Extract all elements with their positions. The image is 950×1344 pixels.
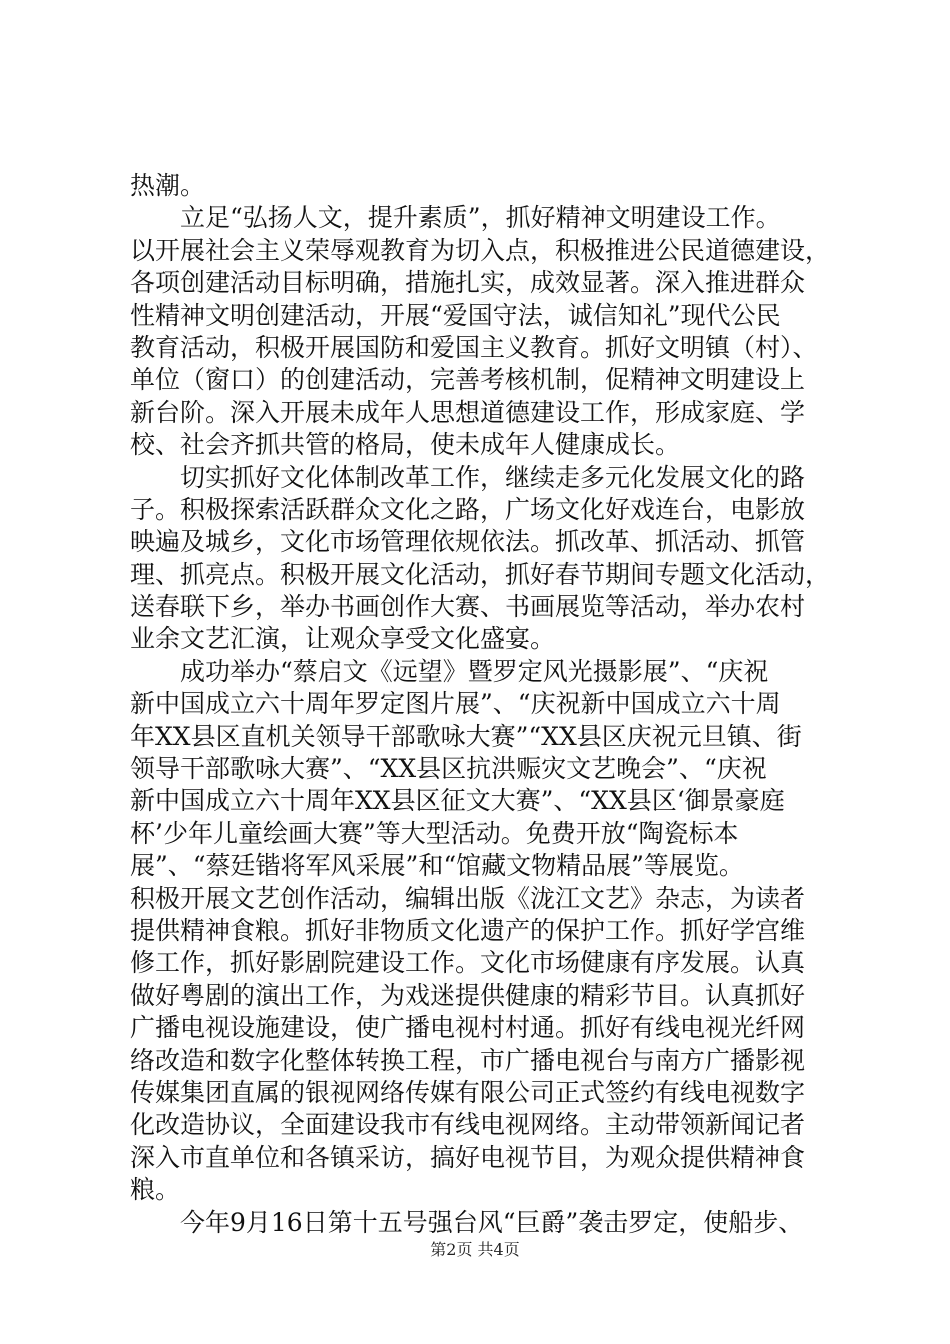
text-line: 化改造协议，全面建设我市有线电视网络。主动带领新闻记者 <box>130 1110 806 1140</box>
text-line: 粮。 <box>130 1175 181 1205</box>
text-line: 做好粤剧的演出工作，为戏迷提供健康的精彩节目。认真抓好 <box>130 980 806 1010</box>
body-text <box>130 170 830 1239</box>
page-footer: 第2页 共4页 <box>430 1240 520 1259</box>
text-line: 教育活动，积极开展国防和爱国主义教育。抓好文明镇（村）、 <box>130 332 818 362</box>
text-line: 立足“弘扬人文，提升素质”，抓好精神文明建设工作。 <box>180 203 781 233</box>
text-line: 新中国成立六十周年罗定图片展”、“庆祝新中国成立六十周 <box>130 689 781 719</box>
text-line: 杯’少年儿童绘画大赛”等大型活动。免费开放“陶瓷标本 <box>130 818 739 848</box>
text-line: 今年9月16日第十五号强台风“巨爵”袭击罗定，使船步、 <box>180 1207 804 1237</box>
text-line: 子。积极探索活跃群众文化之路，广场文化好戏连台，电影放 <box>130 494 806 524</box>
text-line: 络改造和数字化整体转换工程，市广播电视台与南方广播影视 <box>130 1045 806 1075</box>
text-line: 送春联下乡，举办书画创作大赛、书画展览等活动，举办农村 <box>130 592 806 622</box>
text-line: 提供精神食粮。抓好非物质文化遗产的保护工作。抓好学宫维 <box>130 915 806 945</box>
text-line: 积极开展文艺创作活动，编辑出版《泷江文艺》杂志，为读者 <box>130 883 806 913</box>
text-line: 成功举办“蔡启文《远望》暨罗定风光摄影展”、“庆祝 <box>180 656 769 686</box>
text-line: 年XX县区直机关领导干部歌咏大赛”“XX县区庆祝元旦镇、街 <box>130 721 802 751</box>
text-line: 修工作，抓好影剧院建设工作。文化市场健康有序发展。认真 <box>130 948 806 978</box>
text-line: 单位（窗口）的创建活动，完善考核机制，促精神文明建设上 <box>130 365 806 395</box>
text-line: 业余文艺汇演，让观众享受文化盛宴。 <box>130 624 556 654</box>
text-line: 领导干部歌咏大赛”、“XX县区抗洪赈灾文艺晚会”、“庆祝 <box>130 754 767 784</box>
text-line: 热潮。 <box>130 171 206 200</box>
text-line: 以开展社会主义荣辱观教育为切入点，积极推进公民道德建设， <box>130 235 831 265</box>
text-line: 新台阶。深入开展未成年人思想道德建设工作，形成家庭、学 <box>130 397 806 427</box>
text-line: 理、抓亮点。积极开展文化活动，抓好春节期间专题文化活动， <box>130 559 831 589</box>
text-line: 各项创建活动目标明确，措施扎实，成效显著。深入推进群众 <box>130 268 806 298</box>
text-line: 性精神文明创建活动，开展“爱国守法，诚信知礼”现代公民 <box>130 300 781 330</box>
text-line: 映遍及城乡，文化市场管理依规依法。抓改革、抓活动、抓管 <box>130 527 806 557</box>
text-line: 深入市直单位和各镇采访，搞好电视节目，为观众提供精神食 <box>130 1142 806 1172</box>
text-line: 校、社会齐抓共管的格局，使未成年人健康成长。 <box>130 430 681 460</box>
text-line: 广播电视设施建设，使广播电视村村通。抓好有线电视光纤网 <box>130 1013 806 1043</box>
text-line: 切实抓好文化体制改革工作，继续走多元化发展文化的路 <box>180 462 806 492</box>
text-line: 展”、“蔡廷锴将军风采展”和“馆藏文物精品展”等展览。 <box>130 851 744 881</box>
text-line: 新中国成立六十周年XX县区征文大赛”、“XX县区‘御景豪庭 <box>130 786 785 816</box>
text-line: 传媒集团直属的银视网络传媒有限公司正式签约有线电视数字 <box>130 1077 806 1107</box>
